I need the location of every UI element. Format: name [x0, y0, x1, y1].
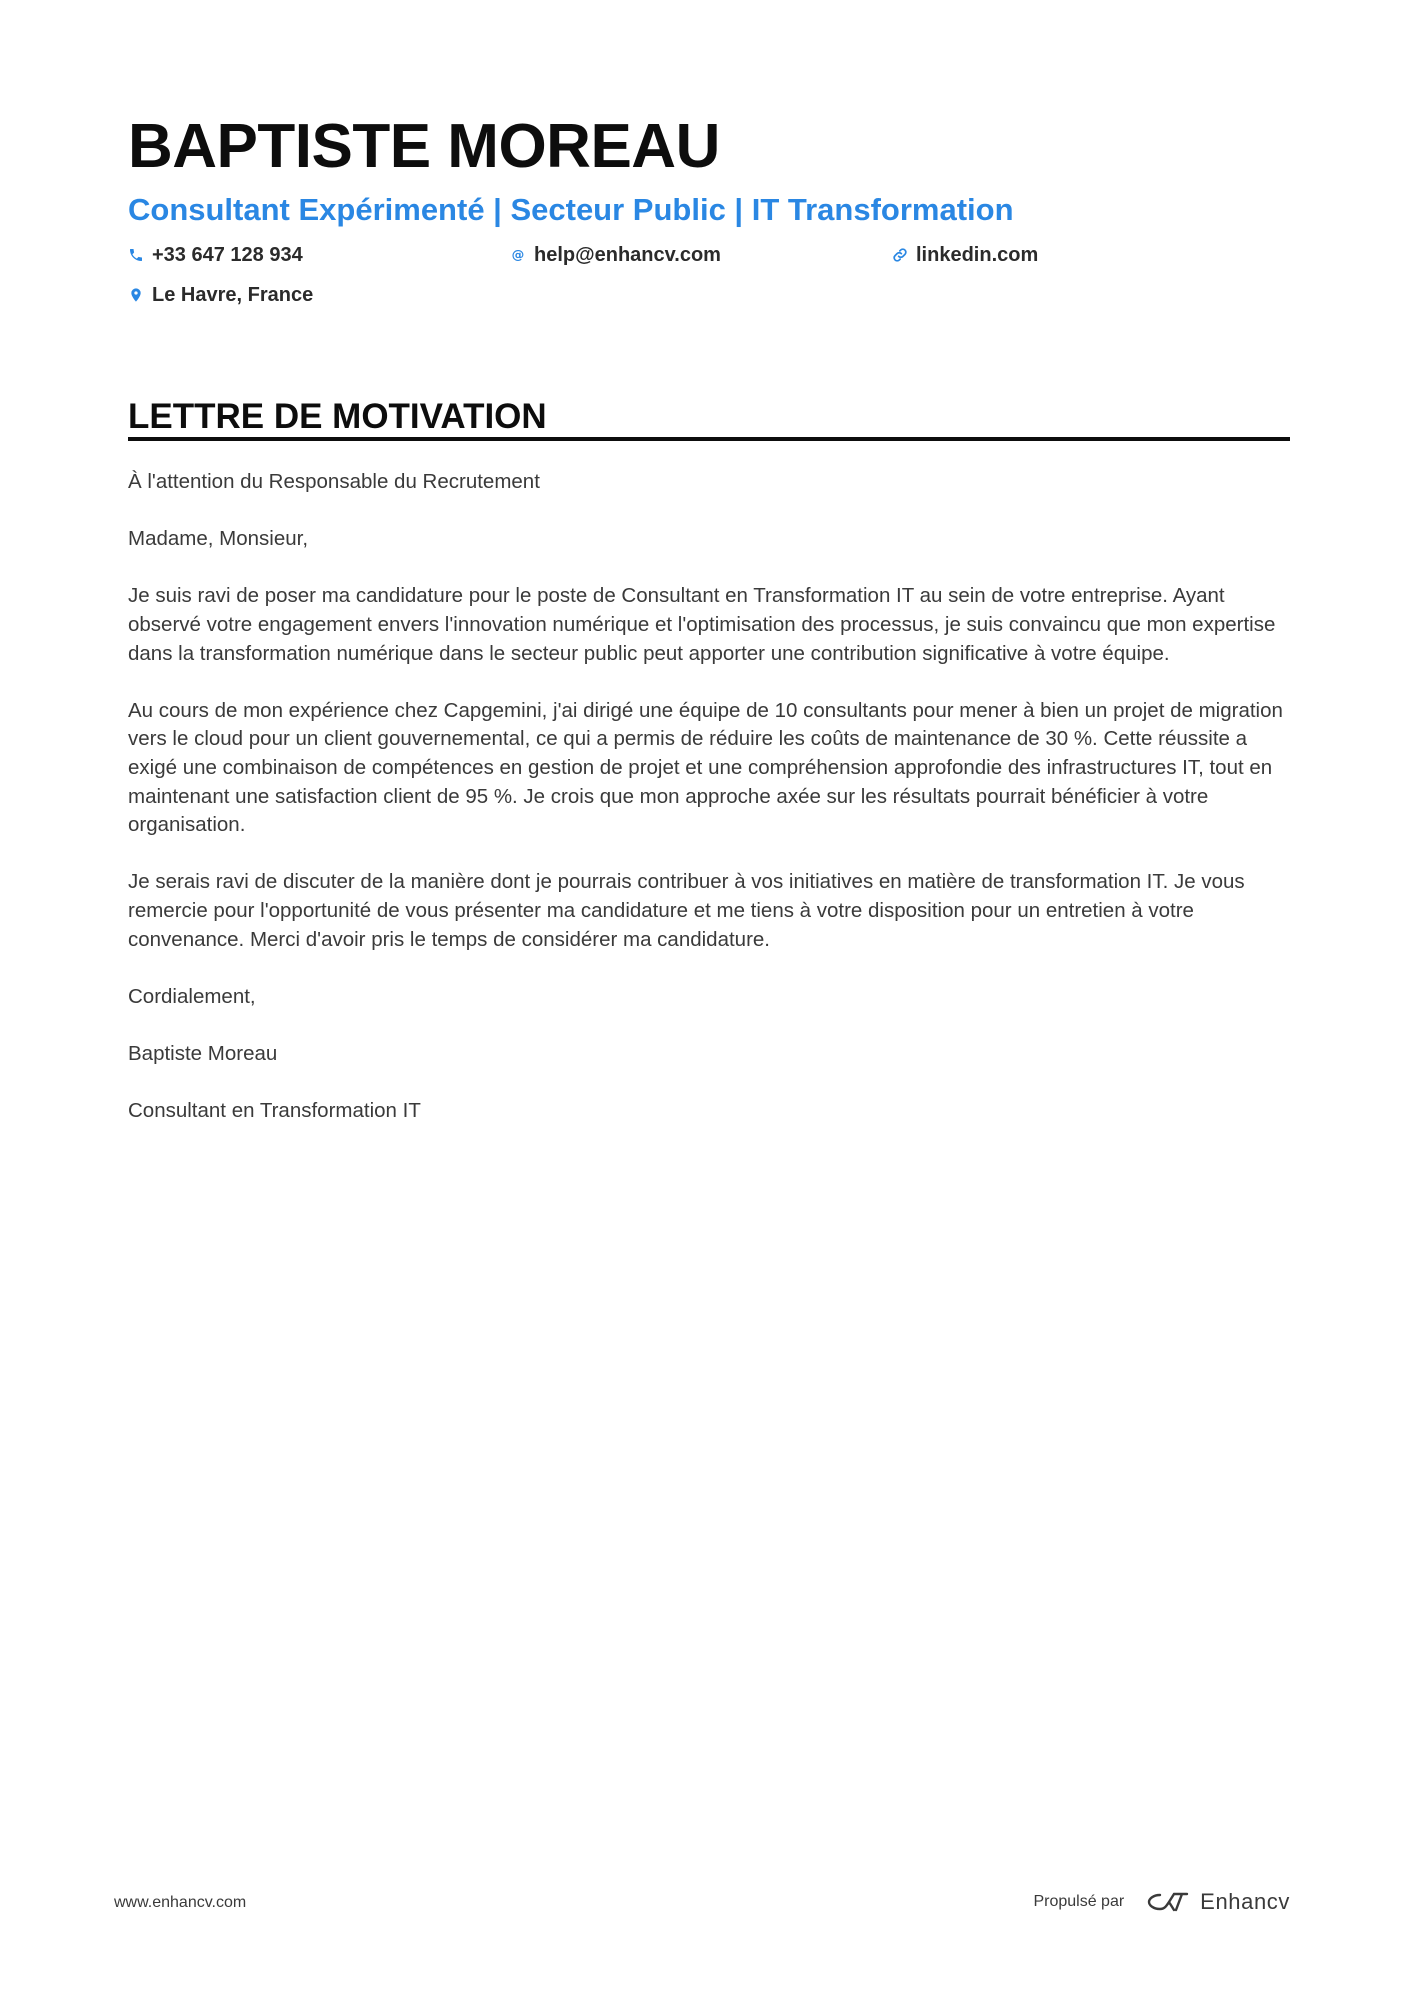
link-icon — [892, 247, 908, 263]
letter-paragraph-closing: Je serais ravi de discuter de la manière dont je pourrais contribuer à vos initiatives en matière de transformation IT. Je vous remercie pour l'opportunité de vous présenter ma candidature et me tiens à votre disposition pour un entretien à votre convenance. Merci d'avoir pris le temps de considérer ma candidature. — [128, 870, 1245, 951]
letter-recipient: À l'attention du Responsable du Recrutement — [128, 470, 540, 493]
brand-name: Enhancv — [1200, 1889, 1290, 1914]
letter-paragraph-experience: Au cours de mon expérience chez Capgemini, j'ai dirigé une équipe de 10 consultants pour mener à bien un projet de migration vers le cloud pour un client gouvernemental, ce qui a permis de réduire les coûts de maintenance de 30 %. Cette réussite a exigé une combinaison de compétences en gestion de projet et une compréhension approfondie des infrastructures IT, tout en maintenant une satisfaction client de 95 %. Je crois que mon approche axée sur les résultats pourrait bénéficier à votre organisation. — [128, 698, 1283, 837]
letter-paragraph-intro: Je suis ravi de poser ma candidature pour le poste de Consultant en Transformation IT au sein de votre entreprise. Ayant observé votre engagement envers l'innovation numérique et l'optimisation des processus, je suis convaincu que mon expertise dans la transformation numérique dans le secteur public peut apporter une contribution significative à votre équipe. — [128, 584, 1276, 665]
letter-salutation: Madame, Monsieur, — [128, 527, 309, 551]
section-title: LETTRE DE MOTIVATION — [128, 397, 547, 436]
link-value[interactable]: linkedin.com — [916, 244, 1039, 266]
candidate-name: BAPTISTE MOREAU — [128, 112, 720, 181]
footer-website[interactable]: www.enhancv.com — [114, 1894, 247, 1911]
letter-signature-name: Baptiste Moreau — [128, 1041, 278, 1065]
letter-signature-title: Consultant en Transformation IT — [128, 1099, 421, 1123]
email-value[interactable]: help@enhancv.com — [534, 244, 721, 266]
contact-link — [892, 242, 1038, 268]
location-pin-icon — [128, 287, 144, 303]
candidate-headline: Consultant Expérimenté | Secteur Public | IT Transformation — [128, 192, 1014, 227]
section-divider — [128, 437, 1290, 441]
phone-icon — [128, 247, 144, 263]
contact-email — [510, 242, 721, 268]
phone-value: +33 647 128 934 — [152, 244, 303, 266]
powered-by-label: Propulsé par — [1033, 1893, 1125, 1910]
at-icon — [510, 247, 526, 263]
footer-branding — [1033, 1886, 1290, 1918]
enhancv-logo-icon — [1146, 1890, 1190, 1914]
contact-phone — [128, 242, 303, 268]
location-value: Le Havre, France — [152, 284, 314, 306]
svg-text:@: @ — [511, 247, 525, 262]
contact-location — [128, 282, 313, 308]
letter-body — [128, 468, 1293, 1154]
letter-signoff: Cordialement, — [128, 984, 256, 1008]
